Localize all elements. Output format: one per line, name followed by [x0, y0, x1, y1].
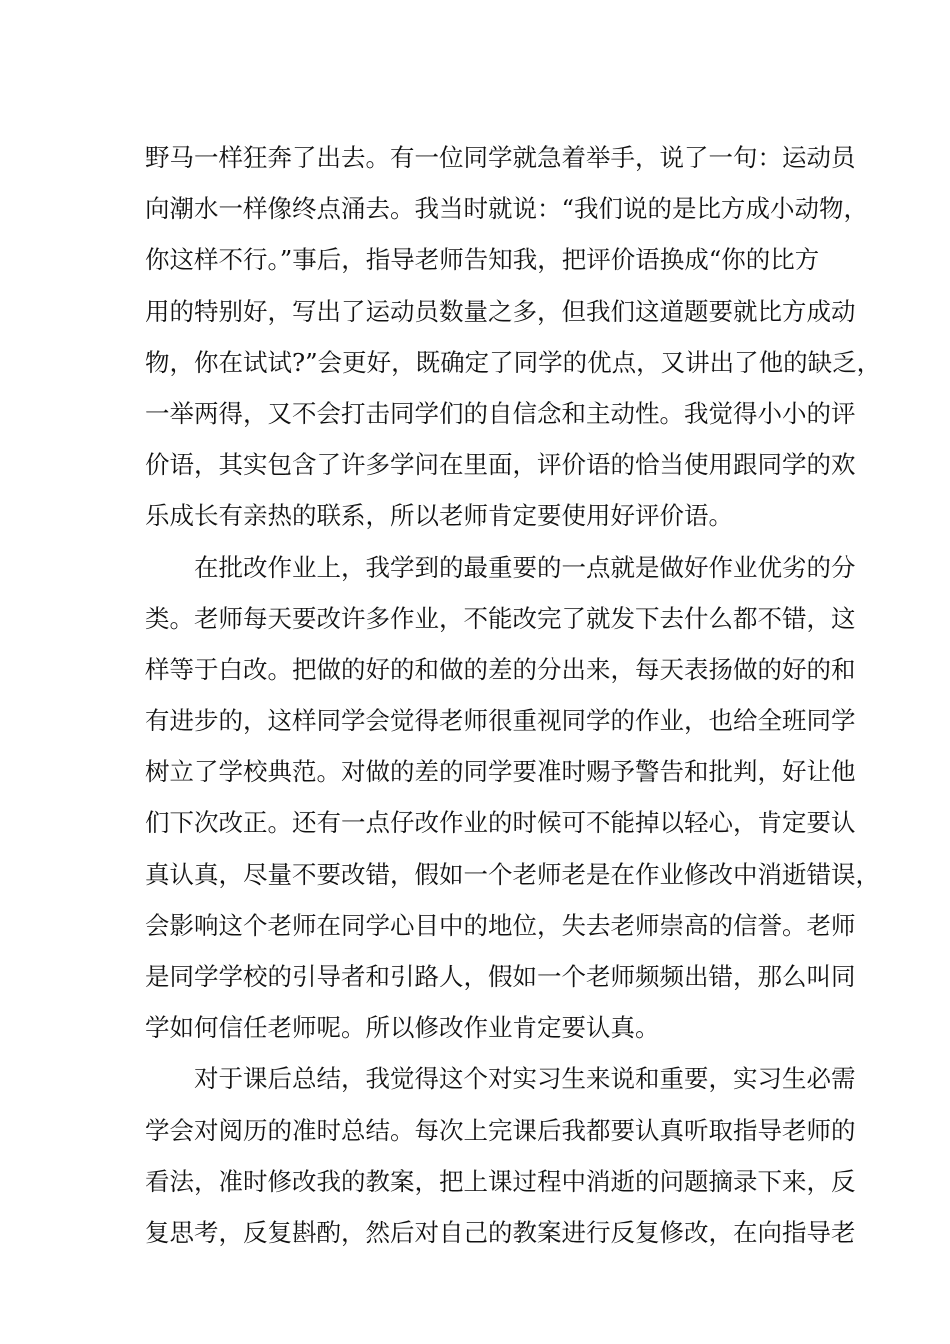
text-line: 们下次改正。还有一点仔改作业的时候可不能掉以轻心，肯定要认	[145, 808, 856, 838]
text-line: 样等于白改。把做的好的和做的差的分出来，每天表扬做的好的和	[145, 654, 856, 684]
text-line: 是同学学校的引导者和引路人，假如一个老师频频出错，那么叫同	[145, 962, 856, 991]
text-line: 有进步的，这样同学会觉得老师很重视同学的作业，也给全班同学	[145, 706, 856, 736]
text-line: 在批改作业上，我学到的最重要的一点就是做好作业优劣的分	[194, 552, 856, 582]
text-line: 学如何信任老师呢。所以修改作业肯定要认真。	[145, 1013, 660, 1043]
text-line: 学会对阅历的准时总结。每次上完课后我都要认真听取指导老师的	[145, 1115, 856, 1145]
body-text	[145, 132, 882, 1258]
text-line: 类。老师每天要改许多作业，不能改完了就发下去什么都不错，这	[145, 603, 856, 633]
text-line: 一举两得，又不会打击同学们的自信念和主动性。我觉得小小的评	[145, 398, 856, 428]
text-line: 乐成长有亲热的联系，所以老师肯定要使用好评价语。	[145, 501, 733, 531]
text-line: 物，你在试试?”会更好，既确定了同学的优点，又讲出了他的缺乏，	[145, 347, 882, 377]
text-line: 复思考，反复斟酌，然后对自己的教案进行反复修改，在向指导老	[145, 1217, 856, 1247]
text-line: 向潮水一样像终点涌去。我当时就说：“我们说的是比方成小动物，	[145, 194, 869, 224]
text-line: 真认真，尽量不要改错，假如一个老师老是在作业修改中消逝错误，	[145, 859, 880, 889]
text-line: 会影响这个老师在同学心目中的地位，失去老师崇高的信誉。老师	[145, 910, 856, 940]
text-line: 你这样不行。”事后，指导老师告知我，把评价语换成“你的比方	[145, 245, 820, 275]
text-line: 野马一样狂奔了出去。有一位同学就急着举手，说了一句：运动员	[145, 143, 856, 172]
text-line: 价语，其实包含了许多学问在里面，评价语的恰当使用跟同学的欢	[145, 450, 856, 480]
text-line: 看法，准时修改我的教案，把上课过程中消逝的问题摘录下来，反	[145, 1166, 856, 1196]
text-line: 树立了学校典范。对做的差的同学要准时赐予警告和批判，好让他	[145, 757, 856, 787]
text-line: 用的特别好，写出了运动员数量之多，但我们这道题要就比方成动	[145, 296, 856, 326]
text-line: 对于课后总结，我觉得这个对实习生来说和重要，实习生必需	[194, 1064, 856, 1094]
